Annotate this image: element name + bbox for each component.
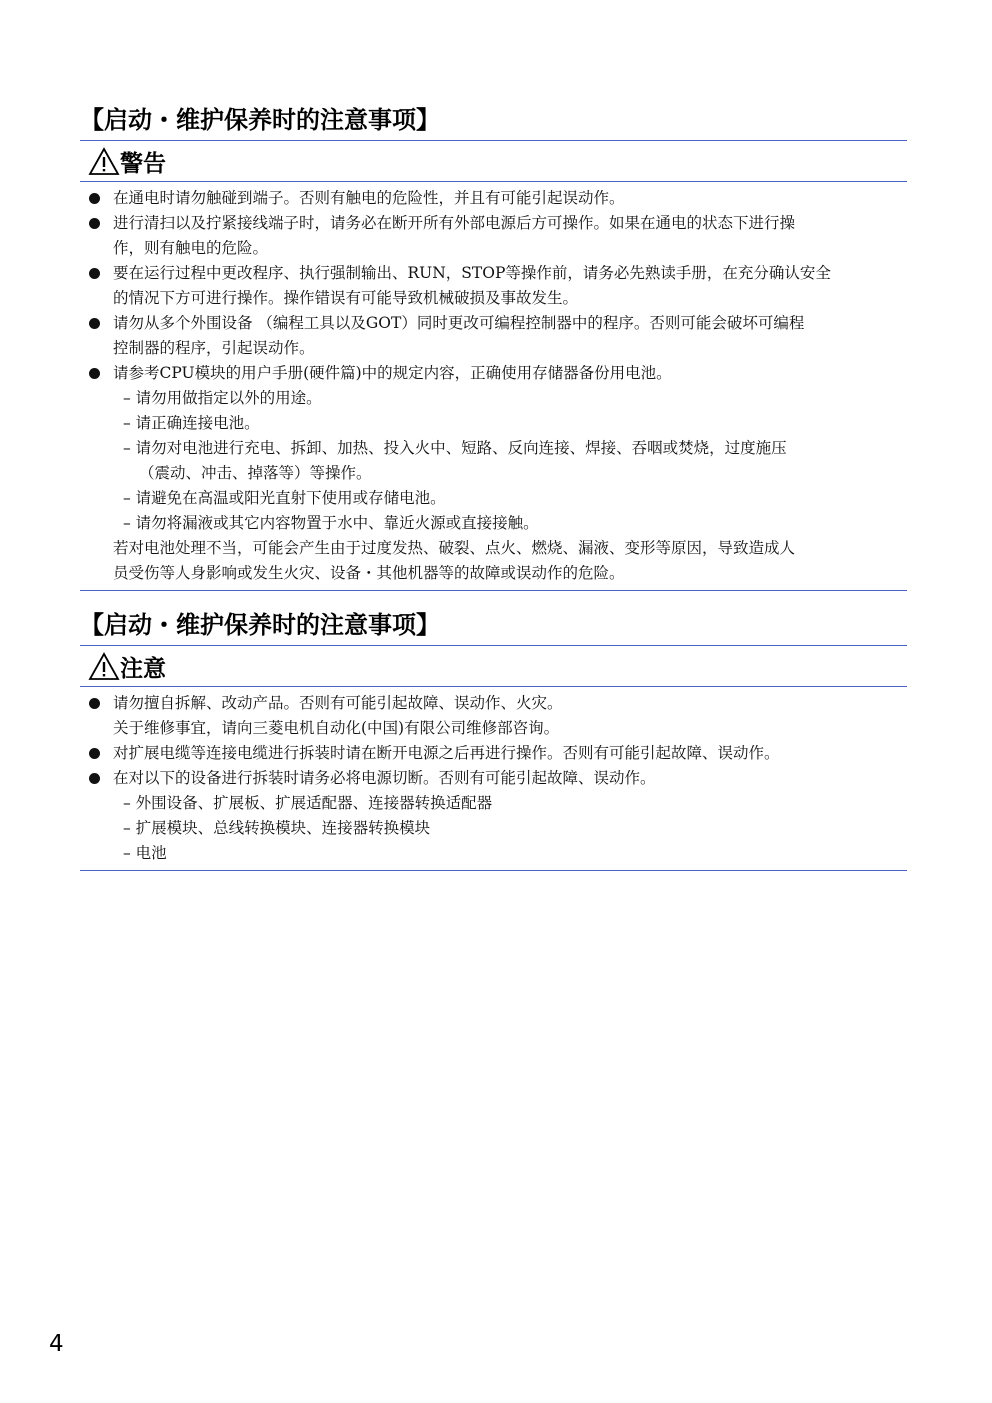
item-text: 在通电时请勿触碰到端子。否则有触电的危险性，并且有可能引起误动作。 (113, 189, 625, 207)
section-title: 【启动・维护保养时的注意事项】 (80, 106, 440, 134)
list-item (80, 261, 907, 311)
item-text: 作，则有触电的危险。 (113, 239, 269, 257)
signal-header (80, 141, 907, 181)
list-item (80, 361, 907, 586)
bullet-icon (89, 773, 100, 784)
page-number: 4 (49, 1331, 64, 1357)
item-note: 若对电池处理不当，可能会产生由于过度发热、破裂、点火、燃烧、漏液、变形等原因，导致造成人 (113, 539, 796, 557)
item-text: 控制器的程序，引起误动作。 (113, 339, 315, 357)
list-item (80, 691, 907, 741)
bullet-icon (89, 698, 100, 709)
section-warning (80, 100, 907, 591)
item-list (80, 687, 907, 870)
sub-item: – 电池 (123, 844, 167, 862)
sub-item: – 请正确连接电池。 (123, 414, 260, 432)
list-item (80, 186, 907, 211)
item-text: 关于维修事宜，请向三菱电机自动化(中国)有限公司维修部咨询。 (113, 719, 560, 737)
list-item (80, 766, 907, 866)
item-text: 要在运行过程中更改程序、执行强制输出、RUN，STOP等操作前，请务必先熟读手册，在充分确认安全 (113, 264, 831, 282)
list-item (80, 741, 907, 766)
list-item (80, 311, 907, 361)
bullet-icon (89, 748, 100, 759)
section-caution (80, 605, 907, 871)
sub-item: – 扩展模块、总线转换模块、连接器转换模块 (123, 819, 431, 837)
sub-item: – 外围设备、扩展板、扩展适配器、连接器转换适配器 (123, 794, 493, 812)
warning-triangle-icon (88, 147, 120, 176)
item-text: 请勿从多个外围设备 （编程工具以及GOT）同时更改可编程控制器中的程序。否则可能会破坏可编程 (113, 314, 805, 332)
signal-word: 警告 (120, 150, 166, 177)
bullet-icon (89, 318, 100, 329)
divider (80, 590, 907, 591)
item-text: 请参考CPU模块的用户手册(硬件篇)中的规定内容，正确使用存储器备份用电池。 (113, 364, 672, 382)
item-text: 对扩展电缆等连接电缆进行拆装时请在断开电源之后再进行操作。否则有可能引起故障、误动作。 (113, 744, 780, 762)
item-text: 在对以下的设备进行拆装时请务必将电源切断。否则有可能引起故障、误动作。 (113, 769, 656, 787)
bullet-icon (89, 268, 100, 279)
item-text: 请勿擅自拆解、改动产品。否则有可能引起故障、误动作、火灾。 (113, 694, 563, 712)
sub-item: – 请勿将漏液或其它内容物置于水中、靠近火源或直接接触。 (123, 514, 539, 532)
sub-item: – 请避免在高温或阳光直射下使用或存储电池。 (123, 489, 446, 507)
item-list (80, 182, 907, 590)
sub-item: – 请勿对电池进行充电、拆卸、加热、投入火中、短路、反向连接、焊接、吞咽或焚烧，过度施压 (123, 439, 787, 457)
item-text: 进行清扫以及拧紧接线端子时，请务必在断开所有外部电源后方可操作。如果在通电的状态下进行操 (113, 214, 796, 232)
signal-header (80, 646, 907, 686)
sub-item: – 请勿用做指定以外的用途。 (123, 389, 322, 407)
list-item (80, 211, 907, 261)
bullet-icon (89, 218, 100, 229)
bullet-icon (89, 368, 100, 379)
divider (80, 870, 907, 871)
item-text: 的情况下方可进行操作。操作错误有可能导致机械破损及事故发生。 (113, 289, 579, 307)
signal-word: 注意 (120, 655, 166, 682)
sub-item-continuation: （震动、冲击、掉落等）等操作。 (139, 464, 372, 482)
section-title: 【启动・维护保养时的注意事项】 (80, 611, 440, 639)
item-note: 员受伤等人身影响或发生火灾、设备・其他机器等的故障或误动作的危险。 (113, 564, 625, 582)
caution-triangle-icon (88, 652, 120, 681)
bullet-icon (89, 193, 100, 204)
